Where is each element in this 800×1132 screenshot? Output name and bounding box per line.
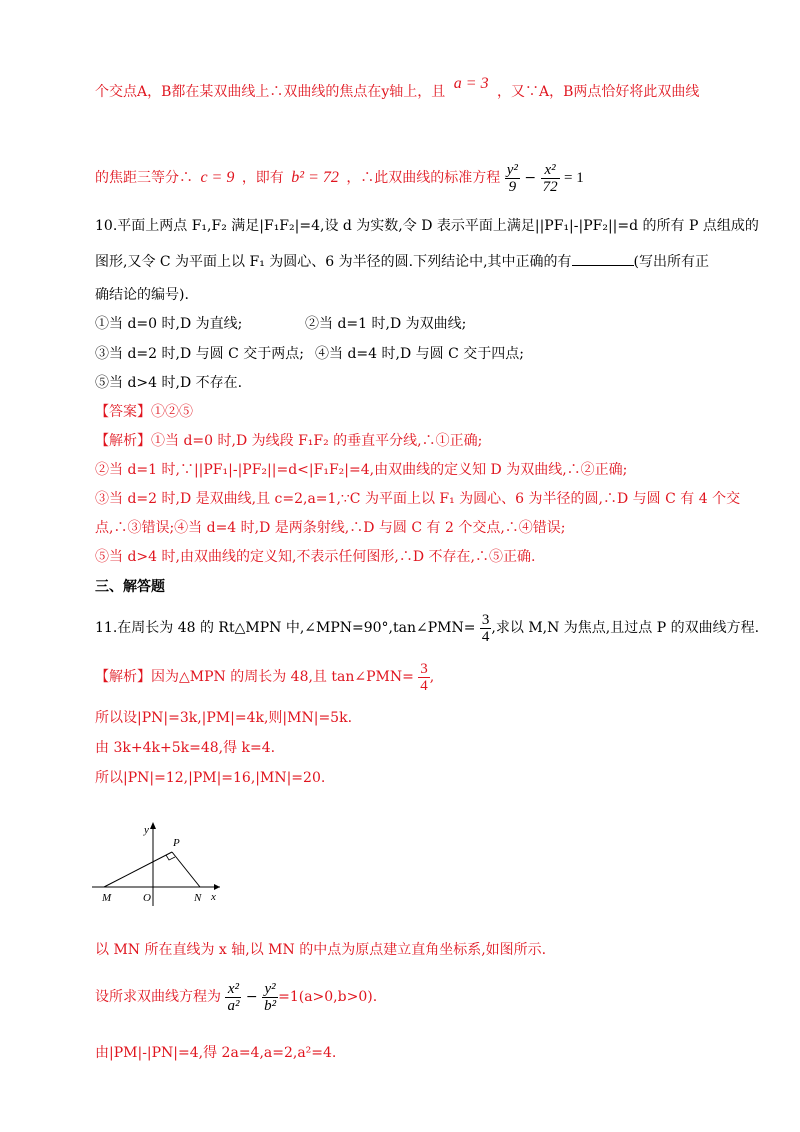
q11-step-2: 所以设|PN|=3k,|PM|=4k,则|MN|=5k. <box>95 710 353 726</box>
q10-answer <box>95 402 193 422</box>
prev-math-a: a = 3 <box>453 75 489 92</box>
label-m: M <box>102 892 112 904</box>
prev-text-1: 个交点A，B都在某双曲线上∴双曲线的焦点在y轴上，且 <box>95 84 446 100</box>
x-axis-arrow <box>214 884 220 890</box>
q10-stem-2b: (写出所有正 <box>633 254 710 270</box>
prev-math-b: b² = 72 <box>291 169 339 186</box>
eq-frac-1-num: y² <box>506 161 518 178</box>
q10-analysis-1 <box>95 431 482 451</box>
q10-stem-2a: 图形,又令 C 为平面上以 F₁ 为圆心、6 为半径的圆.下列结论中,其中正确的有 <box>95 254 572 270</box>
hyperbola-frac-2 <box>262 981 278 1014</box>
hyperbola-frac-1-num: x² <box>225 981 241 998</box>
hyperbola-frac-1 <box>225 981 241 1014</box>
q10-stem-1: 10.平面上两点 F₁,F₂ 满足|F₁F₂|=4,设 d 为实数,令 D 表示平面上满足||PF₁|-|PF₂||=d 的所有 P 点组成的 <box>95 218 759 234</box>
q11-analysis-frac <box>418 661 430 694</box>
answer-tag: 【答案】 <box>95 404 151 420</box>
q10-stem-3: 确结论的编号). <box>95 287 189 303</box>
hyperbola-frac-2-num: y² <box>262 981 278 998</box>
q10-analysis-5: ⑤当 d>4 时,由双曲线的定义知,不表示任何图形,∴D 不存在,∴⑤正确. <box>95 549 536 565</box>
analysis-text-1: ①当 d=0 时,D 为线段 F₁F₂ 的垂直平分线,∴①正确; <box>151 433 483 449</box>
hyperbola-frac-2-den: b² <box>264 997 277 1014</box>
q11-step-4: 所以|PN|=12,|PM|=16,|MN|=20. <box>95 770 326 786</box>
label-n: N <box>194 892 202 904</box>
eq-frac-1-den: 9 <box>508 178 517 195</box>
q11-stem <box>95 608 759 648</box>
q10-analysis-3: ③当 d=2 时,D 是双曲线,且 c=2,a=1,∵C 为平面上以 F₁ 为圆心、6 为半径的圆,∴D 与圆 C 有 4 个交 <box>95 491 741 507</box>
eq-frac-2-den: 72 <box>542 178 558 195</box>
eq-rhs: = 1 <box>564 170 584 186</box>
label-o: O <box>143 892 151 904</box>
hyperbola-minus: − <box>245 989 258 1005</box>
q10-option-5: ⑤当 d>4 时,D 不存在. <box>95 375 243 391</box>
q11-analysis-frac-den: 4 <box>420 677 428 694</box>
q11-stem-b: ,求以 M,N 为焦点,且过点 P 的双曲线方程. <box>491 620 760 636</box>
q10-stem-2 <box>95 252 709 272</box>
q11-step-5: 以 MN 所在直线为 x 轴,以 MN 的中点为原点建立直角坐标系,如图所示. <box>95 942 547 958</box>
segment-pn <box>172 852 200 887</box>
eq-frac-2-num: x² <box>541 162 560 179</box>
q10-option-3: ③当 d=2 时,D 与圆 C 交于两点; <box>95 346 304 362</box>
q11-step-6a: 设所求双曲线方程为 <box>95 989 221 1005</box>
segment-mp <box>104 852 172 887</box>
q11-stem-a: 11.在周长为 48 的 Rt△MPN 中,∠MPN=90°,tan∠PMN= <box>95 620 476 636</box>
prev-text-2: 的焦距三等分∴ <box>95 170 193 186</box>
q11-step-6 <box>95 975 377 1019</box>
right-angle-mark <box>166 855 175 860</box>
q10-option-2: ②当 d=1 时,D 为双曲线; <box>305 316 467 332</box>
label-y: y <box>144 824 149 836</box>
answer-value: ①②⑤ <box>151 404 193 420</box>
eq-frac-2 <box>541 162 560 195</box>
q11-analysis-text-1b: , <box>429 669 435 685</box>
prev-text-2-mid: ，即有 <box>241 170 284 186</box>
q11-stem-frac-den: 4 <box>481 628 490 645</box>
eq-frac-1 <box>505 162 520 195</box>
analysis-tag: 【解析】 <box>95 433 151 449</box>
y-axis-arrow <box>150 822 156 829</box>
q11-analysis-tag: 【解析】 <box>95 669 151 685</box>
q11-stem-frac <box>480 612 492 645</box>
q10-option-1: ①当 d=0 时,D 为直线; <box>95 316 243 332</box>
q11-analysis-text-1: 因为△MPN 的周长为 48,且 tan∠PMN= <box>151 669 414 685</box>
label-x: x <box>211 891 216 903</box>
q11-stem-frac-num: 3 <box>481 611 490 628</box>
q11-step-3: 由 3k+4k+5k=48,得 k=4. <box>95 740 276 756</box>
eq-minus: − <box>524 170 537 186</box>
prev-math-c: c = 9 <box>200 169 235 186</box>
answer-blank <box>572 253 634 266</box>
q11-step-7: 由|PM|-|PN|=4,得 2a=4,a=2,a²=4. <box>95 1045 337 1061</box>
q11-analysis-frac-num: 3 <box>420 660 428 677</box>
q10-analysis-2: ②当 d=1 时,∵||PF₁|-|PF₂||=d<|F₁F₂|=4,由双曲线的定义知 D 为双曲线,∴②正确; <box>95 462 628 478</box>
q11-step-6b: =1(a>0,b>0). <box>278 989 378 1005</box>
q11-analysis-1 <box>95 657 434 697</box>
prev-line-2 <box>95 158 584 198</box>
triangle-figure <box>92 818 232 908</box>
label-p: P <box>173 837 180 849</box>
hyperbola-frac-1-den: a² <box>227 997 240 1014</box>
section-heading: 三、解答题 <box>95 579 165 595</box>
q10-analysis-4: 点,∴③错误;④当 d=4 时,D 是两条射线,∴D 与圆 C 有 2 个交点,∴④错误; <box>95 520 566 536</box>
prev-text-2-tail: ，∴此双曲线的标准方程 <box>346 170 501 186</box>
prev-text-1-tail: ，又∵A，B两点恰好将此双曲线 <box>497 84 700 100</box>
prev-line-1 <box>95 75 700 102</box>
q10-option-4: ④当 d=4 时,D 与圆 C 交于四点; <box>315 346 524 362</box>
